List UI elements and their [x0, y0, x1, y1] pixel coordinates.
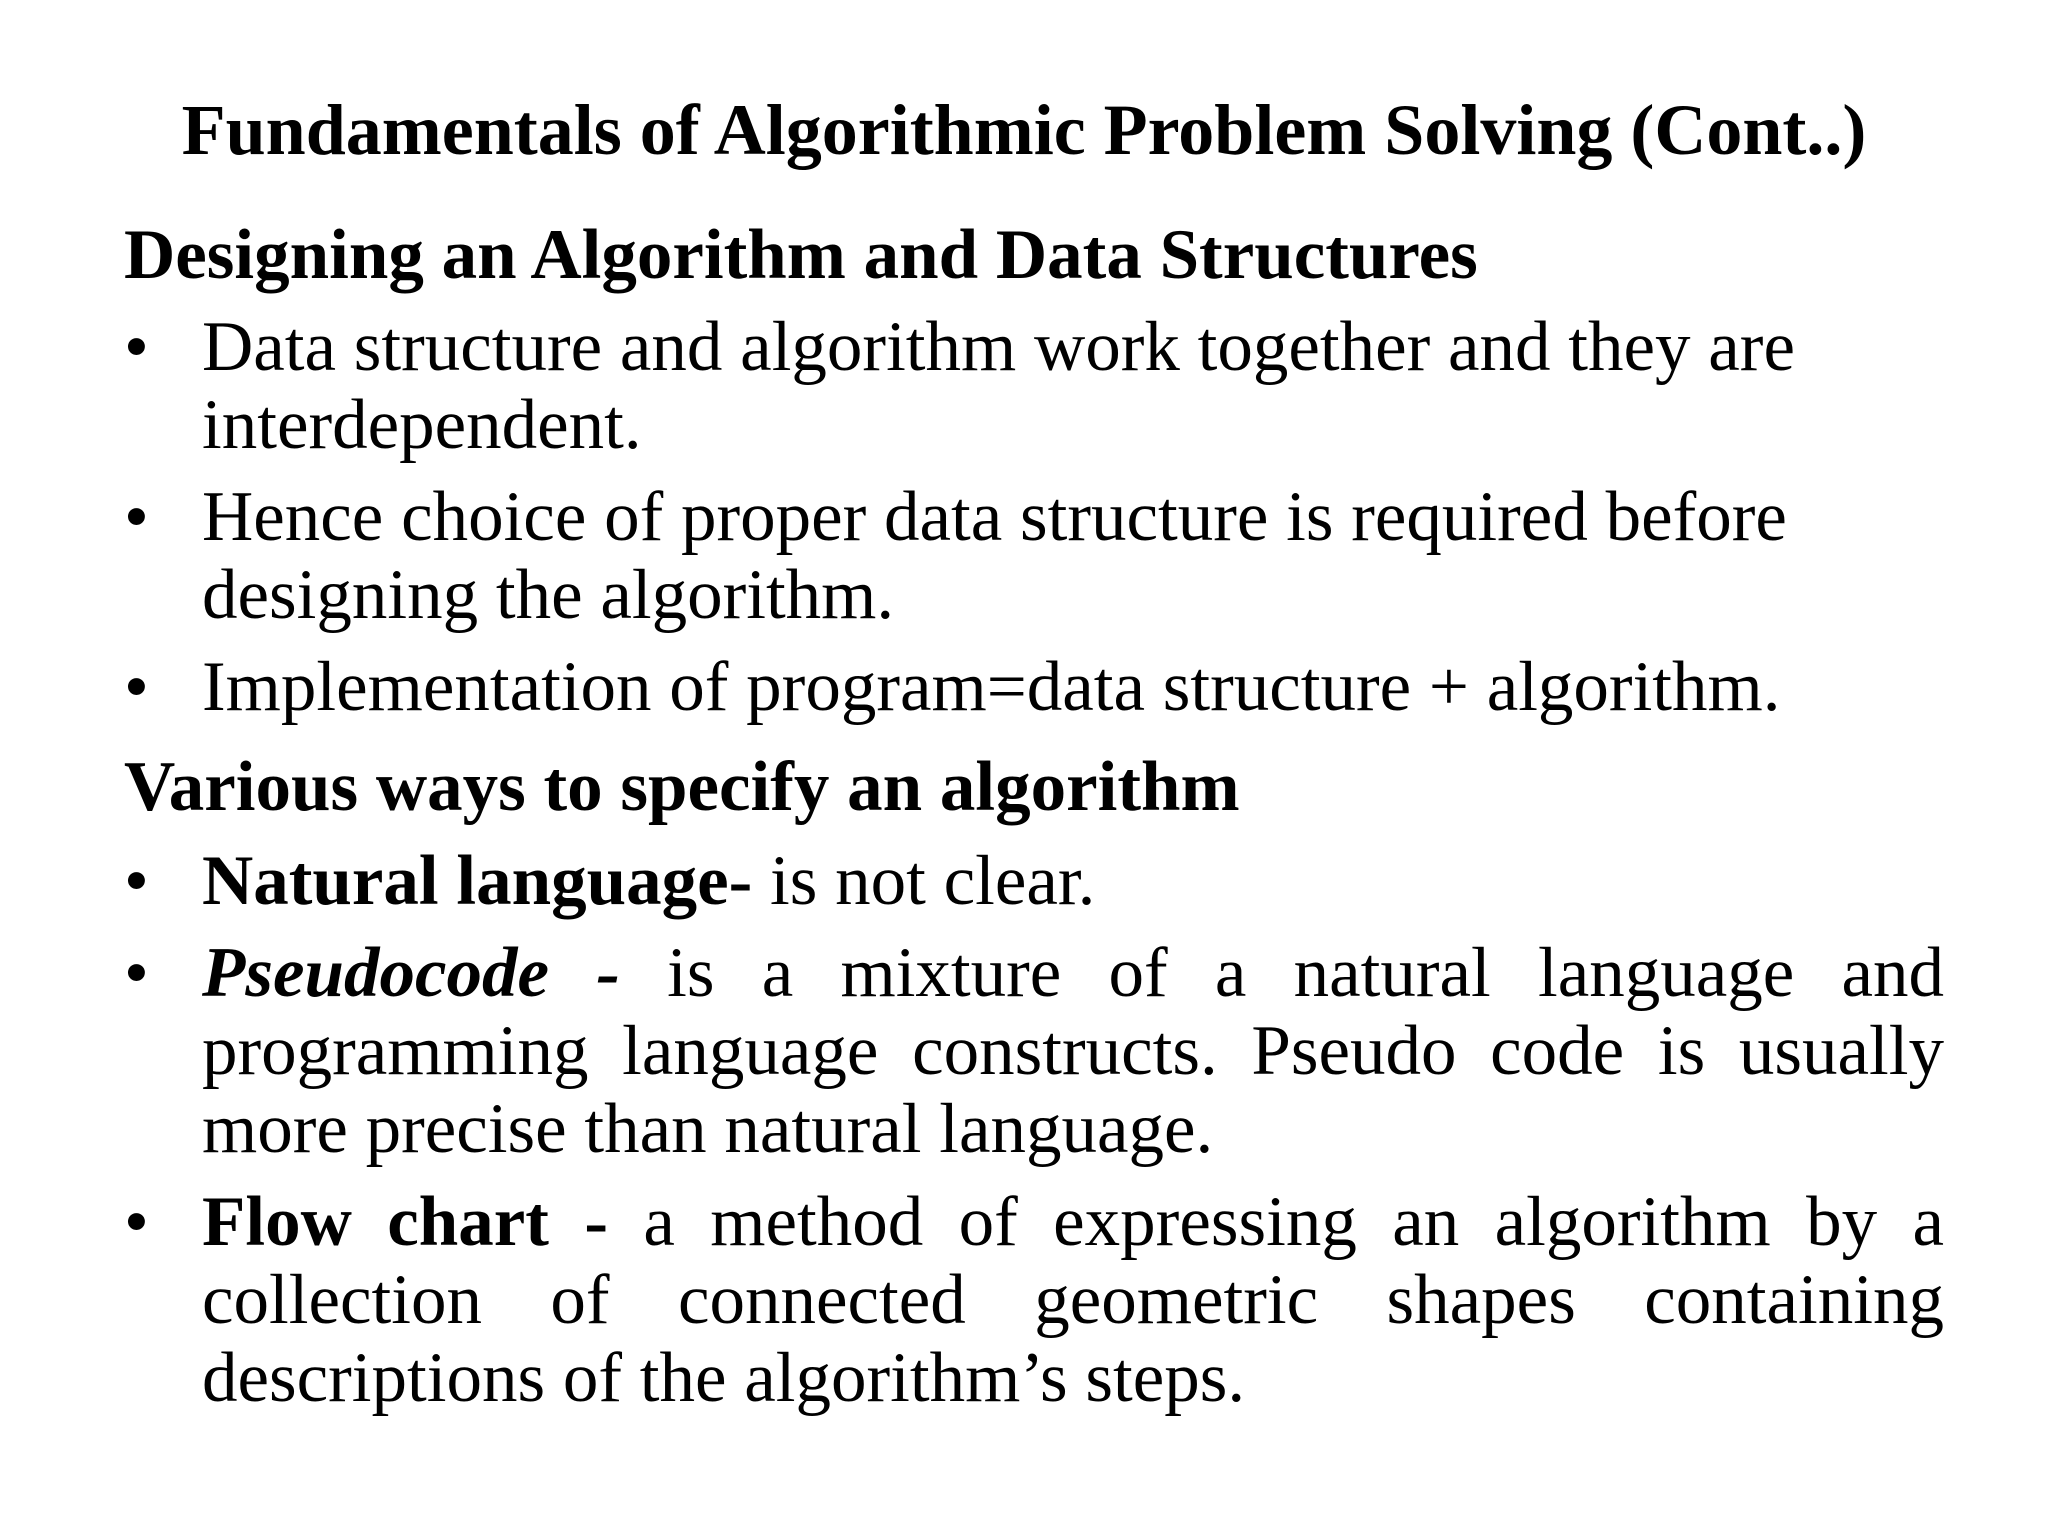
bullet-text: Data structure and algorithm work together and they are interdependent.	[202, 308, 1795, 464]
bullet-text	[202, 842, 1944, 920]
bullet-term: Flow chart -	[202, 1183, 608, 1261]
bullet-term: Pseudocode -	[202, 934, 620, 1012]
bullet-dot: •	[124, 1183, 149, 1261]
bullet-dot: •	[124, 648, 149, 726]
bullet-dot: •	[124, 842, 149, 920]
bullet-text: Implementation of program=data structure + algorithm.	[202, 648, 1781, 726]
slide-title: Fundamentals of Algorithmic Problem Solving (Cont..)	[181, 90, 1867, 170]
bullet-text	[202, 934, 1944, 1168]
bullet-description: is a mixture of a natural language and programming language constructs. Pseudo code is usually more precise than natural language.	[202, 934, 1945, 1168]
section-heading-designing: Designing an Algorithm and Data Structures	[124, 216, 1478, 294]
bullet-description: is not clear.	[752, 842, 1096, 920]
section-heading-various-ways: Various ways to specify an algorithm	[124, 748, 1240, 826]
bullet-text: Hence choice of proper data structure is required before designing the algorithm.	[202, 478, 1787, 634]
bullet-dot: •	[124, 478, 149, 556]
bullet-dot: •	[124, 934, 149, 1012]
bullet-term: Natural language-	[202, 842, 753, 920]
bullet-description: a method of expressing an algorithm by a collection of connected geometric shapes containing descriptions of the algorithm’s steps.	[202, 1183, 1944, 1417]
bullet-dot: •	[124, 308, 149, 386]
bullet-text	[202, 1183, 1944, 1417]
